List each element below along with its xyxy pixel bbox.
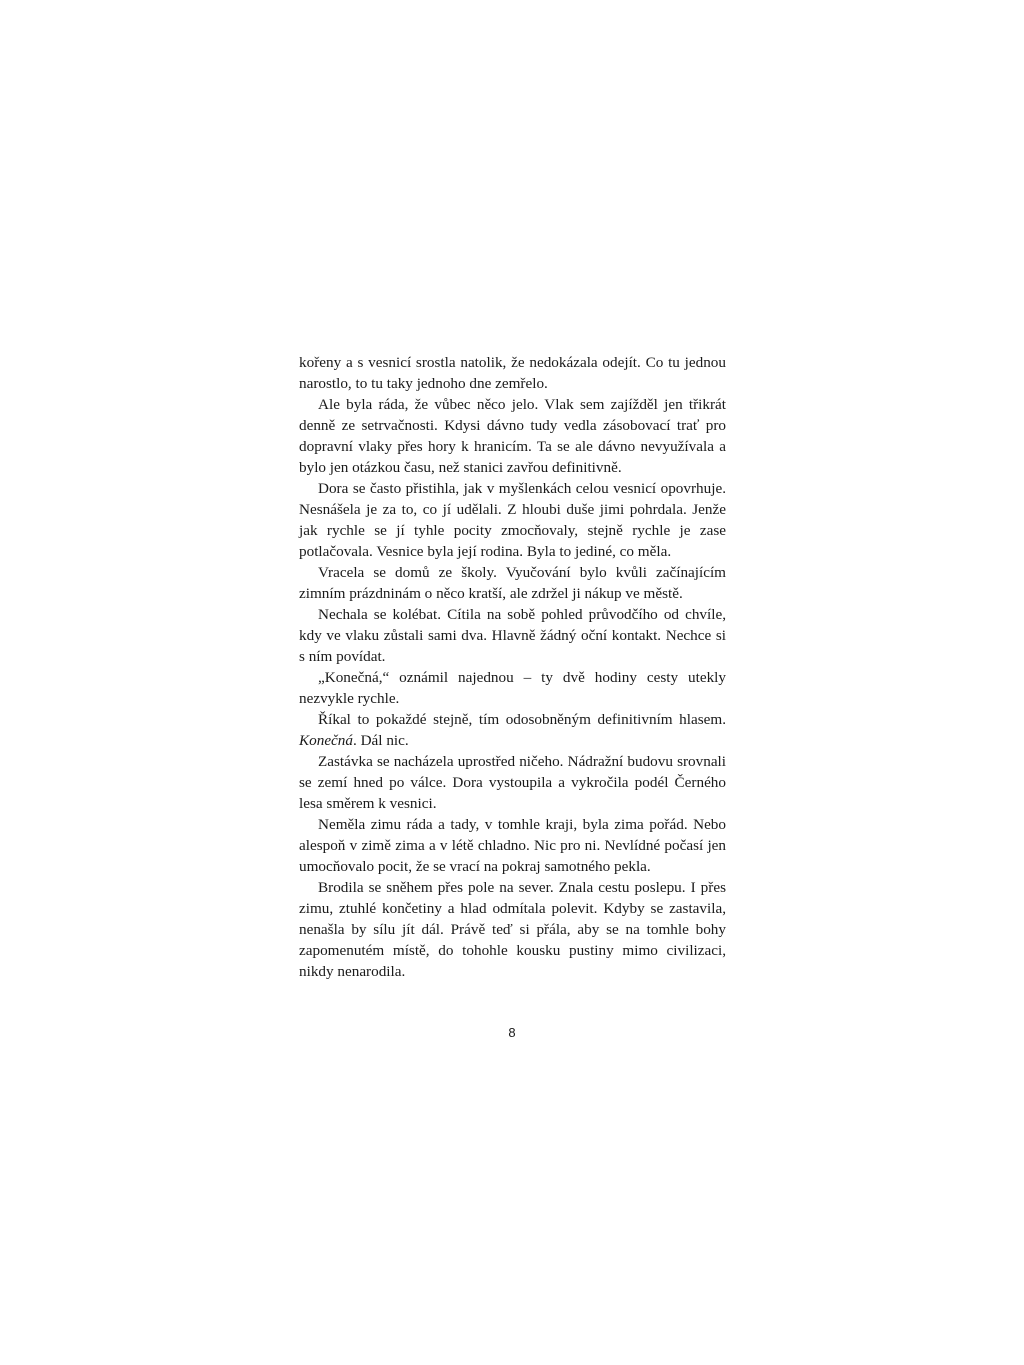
paragraph-10: Brodila se sněhem přes pole na sever. Znala cestu poslepu. I přes zimu, ztuhlé končetiny a hlad odmítala polevit. Kdyby se zastavila, nenašla by sílu jít dál. Právě teď si přála, aby se na tomhle bohy zapomenutém místě, do tohohle kousku pustiny mimo civilizaci, nikdy nenarodila. [299,879,726,980]
paragraph-7 [299,709,726,751]
body-text [299,352,726,982]
paragraph-3: Dora se často přistihla, jak v myšlenkách celou vesnicí opovrhuje. Nesnášela je za to, co jí udělali. Z hloubi duše jimi pohrdala. Jenže jak rychle se jí tyhle pocity zmocňovaly, stejně rychle je zase potlačovala. Vesnice byla její rodina. Byla to jediné, co měla. [299,480,726,560]
paragraph-1: kořeny a s vesnicí srostla natolik, že nedokázala odejít. Co tu jednou narostlo, to tu taky jednoho dne zemřelo. [299,354,726,392]
page-number: 8 [508,1025,516,1040]
paragraph-9: Neměla zimu ráda a tady, v tomhle kraji, byla zima pořád. Nebo alespoň v zimě zima a v létě chladno. Nic pro ni. Nevlídné počasí jen umocňovalo pocit, že se vrací na pokraj samotného pekla. [299,816,726,875]
paragraph-6: „Konečná,“ oznámil najednou – ty dvě hodiny cesty utekly nezvykle rychle. [299,669,726,707]
paragraph-4: Vracela se domů ze školy. Vyučování bylo kvůli začínajícím zimním prázdninám o něco kratší, ale zdržel ji nákup ve městě. [299,564,726,602]
paragraph-7-end: . Dál nic. [353,732,409,749]
paragraph-7-italic: Konečná [299,732,353,749]
paragraph-5: Nechala se kolébat. Cítila na sobě pohled průvodčího od chvíle, kdy ve vlaku zůstali sami dva. Hlavně žádný oční kontakt. Nechce si s ním povídat. [299,606,726,665]
paragraph-8: Zastávka se nacházela uprostřed ničeho. Nádražní budovu srovnali se zemí hned po válce. Dora vystoupila a vykročila podél Černého lesa směrem k vesnici. [299,753,726,812]
paragraph-2: Ale byla ráda, že vůbec něco jelo. Vlak sem zajížděl jen třikrát denně ze setrvačnosti. Kdysi dávno tudy vedla zásobovací trať pro dopravní vlaky přes hory k hranicím. Ta se ale dávno nevyužívala a bylo jen otázkou času, než stanici zavřou definitivně. [299,396,726,476]
paragraph-7-start: Říkal to pokaždé stejně, tím odosobněným definitivním hlasem. [318,711,726,728]
